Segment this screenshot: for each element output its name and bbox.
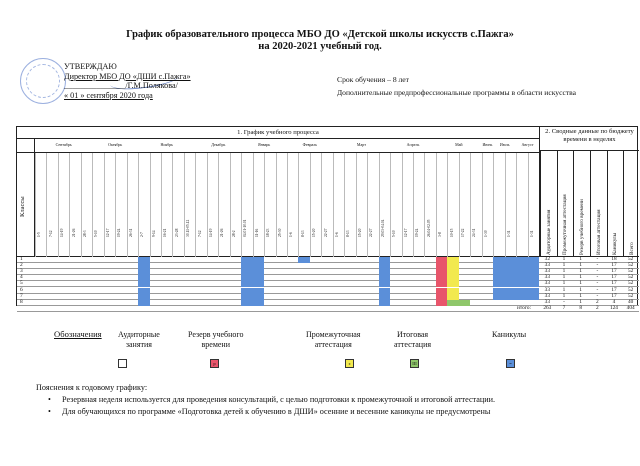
- week-label: 25-30: [277, 228, 282, 237]
- summary-header: [573, 151, 590, 257]
- approve-line-3: _______________/Г.М.Полякова/: [64, 81, 178, 91]
- week-column: [321, 153, 332, 257]
- reserve-cell: [436, 263, 447, 269]
- week-label: 18-23: [266, 228, 271, 237]
- holiday-cell: [493, 288, 504, 294]
- row-number: 2: [20, 262, 23, 269]
- week-label: 1-6: [335, 232, 340, 237]
- total-value: 124: [610, 304, 618, 311]
- week-column: [127, 153, 138, 257]
- week-label: 17-22: [461, 228, 466, 237]
- summary-value: 1: [579, 286, 582, 293]
- week-label: 8-13: [346, 230, 351, 237]
- reserve-cell: [436, 281, 447, 287]
- holiday-cell: [516, 269, 527, 275]
- summary-value: 33: [544, 280, 550, 287]
- holiday-cell: [493, 281, 504, 287]
- week-column: [413, 153, 424, 257]
- summary-value: 52: [628, 286, 634, 293]
- week-column: [92, 153, 103, 257]
- holiday-cell: [528, 294, 539, 300]
- summary-value: 52: [628, 292, 634, 299]
- holiday-cell: [493, 294, 504, 300]
- title-line-2: на 2020-2021 учебный год.: [258, 41, 382, 52]
- holiday-cell: [528, 288, 539, 294]
- week-label: 14-19: [60, 228, 65, 237]
- exam-cell: [447, 294, 458, 300]
- holiday-cell: [505, 288, 516, 294]
- term-duration: Срок обучения – 8 лет: [337, 75, 409, 84]
- summary-header: [623, 151, 640, 257]
- week-column: [115, 153, 126, 257]
- approval-block: [64, 62, 264, 100]
- summary-value: 17: [611, 268, 617, 275]
- holiday-cell: [138, 294, 149, 300]
- summary-header-label: Резерв учебного времени: [579, 199, 586, 255]
- legend-label: Итоговая аттестация: [394, 330, 432, 349]
- legend-label: Промежуточная аттестация: [306, 330, 361, 349]
- summary-value: 1: [562, 280, 566, 287]
- week-column: [218, 153, 229, 257]
- holiday-cell: [241, 300, 252, 306]
- row-number: 5: [20, 280, 23, 287]
- holiday-cell: [379, 263, 390, 269]
- summary-value: 1: [562, 292, 566, 299]
- holiday-cell: [493, 275, 504, 281]
- holiday-cell: [505, 269, 516, 275]
- month-label: Август: [521, 142, 534, 147]
- exam-cell: [447, 263, 458, 269]
- week-label: 1-31: [506, 230, 511, 237]
- holiday-cell: [493, 269, 504, 275]
- week-column: [528, 153, 539, 257]
- week-label: 28-2: [231, 230, 236, 237]
- summary-value: 1: [579, 274, 582, 281]
- exam-cell: [447, 257, 458, 263]
- exam-cell: [447, 269, 458, 275]
- holiday-cell: [138, 300, 149, 306]
- week-column: [81, 153, 92, 257]
- week-label: 1-6: [289, 232, 294, 237]
- section-1-header: 1. График учебного процесса: [17, 127, 539, 139]
- holiday-cell: [253, 269, 264, 275]
- week-column: [447, 153, 458, 257]
- holiday-cell: [516, 263, 527, 269]
- holiday-cell: [253, 288, 264, 294]
- total-value: 7: [562, 304, 566, 311]
- summary-value: -: [596, 280, 599, 287]
- week-column: [46, 153, 57, 257]
- summary-header: [540, 151, 557, 257]
- legend-label: Резерв учебного времени: [188, 330, 244, 349]
- summary-value: 32: [544, 256, 550, 262]
- month-label: Июнь: [482, 142, 493, 147]
- week-label: 3-8: [438, 232, 443, 237]
- total-value: 2: [596, 304, 599, 311]
- month-label: Июль: [499, 142, 510, 147]
- week-column: [367, 153, 378, 257]
- holiday-cell: [379, 275, 390, 281]
- week-label: 04.01-10.01: [243, 219, 248, 237]
- week-column: [379, 153, 390, 257]
- week-column: [333, 153, 344, 257]
- class-rows: [17, 256, 639, 311]
- legend-swatch: =: [506, 359, 515, 368]
- holiday-cell: [241, 281, 252, 287]
- note-item: • Резервная неделя используется для проведения консультаций, с целью подготовки к промежуточной и итоговой аттестации.: [36, 394, 495, 406]
- summary-header-label: Всего: [629, 242, 636, 255]
- legend-swatch: э: [345, 359, 354, 368]
- holiday-cell: [241, 288, 252, 294]
- week-column: [241, 153, 252, 257]
- approve-line-2: Директор МБО ДО «ДШИ с.Пажга»: [64, 71, 191, 81]
- reserve-cell: [436, 294, 447, 300]
- week-label: 12-17: [403, 228, 408, 237]
- week-label: 1-31: [529, 230, 534, 237]
- week-label: 14-19: [209, 228, 214, 237]
- holiday-cell: [516, 294, 527, 300]
- month-label: Апрель: [406, 142, 420, 147]
- week-column: [253, 153, 264, 257]
- week-column: [264, 153, 275, 257]
- week-column: [436, 153, 447, 257]
- row-number: 1: [20, 256, 23, 262]
- month-label: Октябрь: [108, 142, 123, 147]
- legend-swatch: [118, 359, 127, 368]
- total-value: 8: [579, 304, 582, 311]
- reserve-cell: [436, 300, 447, 306]
- reserve-cell: [436, 269, 447, 275]
- summary-value: 1: [579, 280, 582, 287]
- week-column: [58, 153, 69, 257]
- final-cell: [459, 300, 470, 306]
- week-label: 19-24: [415, 228, 420, 237]
- row-number: 6: [20, 286, 23, 293]
- week-column: [184, 153, 195, 257]
- week-column: [390, 153, 401, 257]
- holiday-cell: [528, 263, 539, 269]
- summary-value: 1: [579, 292, 582, 299]
- holiday-cell: [516, 288, 527, 294]
- legend-swatch: III: [410, 359, 419, 368]
- summary-value: 1: [562, 268, 566, 275]
- total-label: итого:: [517, 304, 531, 311]
- exam-cell: [447, 281, 458, 287]
- holiday-cell: [505, 294, 516, 300]
- summary-value: 52: [628, 280, 634, 287]
- holiday-cell: [138, 269, 149, 275]
- summary-header-label: Каникулы: [612, 232, 619, 255]
- final-cell: [447, 300, 458, 306]
- legend-title: Обозначения: [54, 329, 102, 339]
- holiday-cell: [298, 257, 309, 263]
- summary-value: 52: [628, 268, 634, 275]
- week-column: [150, 153, 161, 257]
- exam-cell: [447, 288, 458, 294]
- week-column: [424, 153, 435, 257]
- summary-value: 17: [611, 286, 617, 293]
- row-number: 3: [20, 268, 23, 275]
- seal-stamp-inner: [26, 64, 60, 98]
- week-label: 8-13: [300, 230, 305, 237]
- week-column: [493, 153, 504, 257]
- summary-value: 1: [562, 262, 566, 269]
- summary-header-label: Итоговая аттестация: [595, 209, 602, 255]
- summary-headers: [539, 151, 639, 257]
- reserve-cell: [436, 288, 447, 294]
- holiday-cell: [253, 300, 264, 306]
- week-column: [470, 153, 481, 257]
- summary-value: 33: [544, 262, 550, 269]
- holiday-cell: [253, 281, 264, 287]
- holiday-cell: [379, 300, 390, 306]
- week-label: 29.03-04.04: [380, 219, 385, 237]
- week-column: [104, 153, 115, 257]
- summary-header: [607, 151, 624, 257]
- legend-swatch: р: [210, 359, 219, 368]
- summary-value: -: [563, 298, 565, 305]
- total-row: [17, 306, 639, 312]
- summary-header-label: Промежуточная аттестация: [562, 194, 569, 255]
- summary-value: -: [596, 268, 599, 275]
- week-label: 9-14: [151, 230, 156, 237]
- holiday-cell: [253, 257, 264, 263]
- week-column: [482, 153, 493, 257]
- total-value: 263: [543, 304, 552, 311]
- week-label: 21-26: [220, 228, 225, 237]
- week-column: [69, 153, 80, 257]
- week-column: [172, 153, 183, 257]
- reserve-cell: [436, 257, 447, 263]
- week-label: 22-27: [323, 228, 328, 237]
- summary-value: -: [596, 262, 599, 269]
- week-label: 11-16: [254, 228, 259, 237]
- week-label: 28-3: [83, 230, 88, 237]
- legend-label: Аудиторные занятия: [118, 330, 160, 349]
- holiday-cell: [241, 294, 252, 300]
- holiday-cell: [516, 281, 527, 287]
- document-title: [0, 29, 640, 53]
- holiday-cell: [379, 281, 390, 287]
- summary-value: 17: [611, 262, 617, 269]
- summary-value: 1: [562, 256, 566, 262]
- week-column: [276, 153, 287, 257]
- week-label: 22-27: [369, 228, 374, 237]
- holiday-cell: [138, 281, 149, 287]
- week-column: [287, 153, 298, 257]
- summary-value: 17: [611, 292, 617, 299]
- week-column: [230, 153, 241, 257]
- months-row: [17, 139, 539, 153]
- week-column: [298, 153, 309, 257]
- month-label: Февраль: [302, 142, 318, 147]
- exam-cell: [447, 275, 458, 281]
- week-label: 15-20: [312, 228, 317, 237]
- weeks-row: [17, 153, 539, 257]
- summary-value: 17: [611, 280, 617, 287]
- week-column: [35, 153, 46, 257]
- approve-line-4: « 01 » сентября 2020 года: [64, 90, 153, 100]
- week-label: 19-24: [117, 228, 122, 237]
- month-label: Ноябрь: [160, 142, 173, 147]
- row-number: 8: [20, 298, 23, 305]
- holiday-cell: [505, 275, 516, 281]
- summary-header: [590, 151, 607, 257]
- holiday-cell: [528, 275, 539, 281]
- week-column: [138, 153, 149, 257]
- week-label: 16-21: [163, 228, 168, 237]
- section-2-header: 2. Сводные данные по бюджету времени в неделях: [539, 127, 639, 151]
- week-column: [161, 153, 172, 257]
- month-label: Январь: [257, 142, 271, 147]
- week-column: [402, 153, 413, 257]
- month-label: Март: [356, 142, 366, 147]
- summary-header: [557, 151, 574, 257]
- summary-value: -: [596, 292, 599, 299]
- holiday-cell: [138, 257, 149, 263]
- holiday-cell: [505, 281, 516, 287]
- week-label: 23-28: [174, 228, 179, 237]
- holiday-cell: [528, 281, 539, 287]
- legend-label: Каникулы: [492, 330, 527, 339]
- month-label: Сентябрь: [55, 142, 72, 147]
- holiday-cell: [379, 269, 390, 275]
- holiday-cell: [241, 263, 252, 269]
- summary-value: 1: [562, 274, 566, 281]
- summary-value: 33: [544, 268, 550, 275]
- holiday-cell: [493, 257, 504, 263]
- holiday-cell: [528, 269, 539, 275]
- total-value: 404: [626, 304, 635, 311]
- summary-value: 1: [562, 286, 566, 293]
- classes-label: Классы: [19, 196, 26, 217]
- holiday-cell: [253, 263, 264, 269]
- holiday-cell: [138, 263, 149, 269]
- week-label: 26-31: [128, 228, 133, 237]
- week-column: [344, 153, 355, 257]
- summary-value: -: [596, 256, 599, 262]
- week-column: [356, 153, 367, 257]
- holiday-cell: [379, 288, 390, 294]
- notes: [36, 382, 495, 418]
- summary-value: 52: [628, 262, 634, 269]
- holiday-cell: [516, 275, 527, 281]
- week-label: 1-5: [37, 232, 42, 237]
- holiday-cell: [379, 257, 390, 263]
- note-item: • Для обучающихся по программе «Подготовка детей к обучению в ДШИ» осенние и весенние каникулы не предусмотрены: [36, 406, 495, 418]
- summary-value: 33: [544, 274, 550, 281]
- week-label: 21-26: [71, 228, 76, 237]
- summary-header-label: Аудиторные занятия: [545, 209, 552, 255]
- week-label: 12-17: [105, 228, 110, 237]
- month-label: Май: [455, 142, 463, 147]
- holiday-cell: [493, 263, 504, 269]
- holiday-cell: [241, 257, 252, 263]
- summary-value: 1: [579, 256, 582, 262]
- week-label: 1-30: [483, 230, 488, 237]
- week-column: [310, 153, 321, 257]
- week-label: 5-10: [94, 230, 99, 237]
- summary-value: 18: [611, 256, 617, 262]
- holiday-cell: [516, 257, 527, 263]
- summary-value: 1: [579, 268, 582, 275]
- notes-title: Пояснения к годовому графику:: [36, 383, 148, 392]
- holiday-cell: [138, 275, 149, 281]
- week-column: [516, 153, 527, 257]
- week-label: 15-20: [357, 228, 362, 237]
- holiday-cell: [505, 257, 516, 263]
- week-column: [505, 153, 516, 257]
- summary-value: 1: [579, 262, 582, 269]
- month-label: Декабрь: [211, 142, 226, 147]
- summary-value: 4: [612, 298, 616, 305]
- summary-value: 33: [544, 298, 550, 305]
- holiday-cell: [379, 294, 390, 300]
- holiday-cell: [241, 269, 252, 275]
- holiday-cell: [138, 288, 149, 294]
- summary-value: 33: [544, 286, 550, 293]
- summary-value: -: [596, 286, 599, 293]
- week-column: [459, 153, 470, 257]
- row-number: 7: [20, 292, 23, 299]
- row-number: 4: [20, 274, 23, 281]
- week-label: 10-15: [449, 228, 454, 237]
- summary-value: 33: [544, 292, 550, 299]
- summary-value: -: [596, 274, 599, 281]
- term-program: Дополнительные предпрофессиональные программы в области искусства: [337, 87, 576, 97]
- week-label: 7-12: [197, 230, 202, 237]
- approve-line-1: УТВЕРЖДАЮ: [64, 62, 117, 71]
- holiday-cell: [253, 294, 264, 300]
- schedule-table: [16, 126, 638, 311]
- summary-value: 17: [611, 274, 617, 281]
- summary-value: 52: [628, 274, 634, 281]
- holiday-cell: [528, 257, 539, 263]
- week-column: [195, 153, 206, 257]
- title-line-1: График образовательного процесса МБО ДО «Детской школы искусств с.Пажга»: [126, 29, 514, 40]
- holiday-cell: [505, 263, 516, 269]
- week-label: 30.11-05.12: [186, 219, 191, 237]
- week-label: 5-10: [392, 230, 397, 237]
- summary-value: 52: [628, 256, 634, 262]
- summary-value: 40: [628, 298, 634, 305]
- holiday-cell: [241, 275, 252, 281]
- week-label: 24-31: [472, 228, 477, 237]
- notes-list: [36, 394, 495, 418]
- summary-value: 2: [596, 298, 599, 305]
- week-column: [207, 153, 218, 257]
- holiday-cell: [253, 275, 264, 281]
- summary-value: 1: [579, 298, 582, 305]
- week-label: 7-12: [48, 230, 53, 237]
- week-label: 26.04-02.05: [426, 219, 431, 237]
- reserve-cell: [436, 275, 447, 281]
- program-terms: [337, 74, 576, 99]
- week-label: 2-7: [140, 232, 145, 237]
